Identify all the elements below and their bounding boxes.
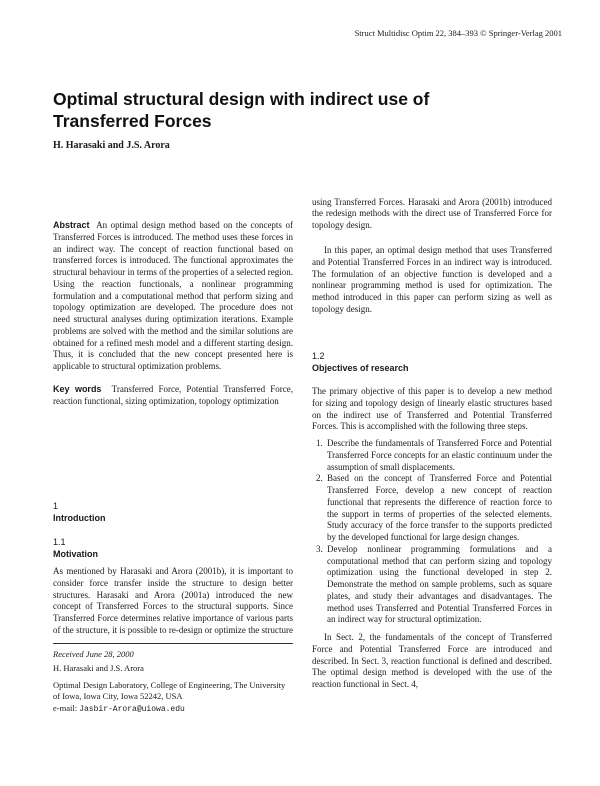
keywords [53,384,293,408]
motivation-paragraph-continued: using Transferred Forces. Harasaki and Arora (2001b) introduced the redesign methods with the direct use of Transferred Force for topology design. [312,197,552,230]
keywords-label: Key words [53,383,102,394]
abstract [53,220,293,373]
subsection-title: Objectives of research [312,363,409,373]
subsection-title: Motivation [53,549,98,559]
title-line-2: Transferred Forces [53,111,212,131]
step-2-text: Based on the concept of Transferred Force and Potential Transferred Force, develop a new concept of reaction functional that represents the difference of reaction force to the support in terms of properties of the selected elements. Study accuracy of the force transfer to the supports predicted by the developed functional for large design changes. [327,473,552,542]
abstract-label: Abstract [53,220,90,230]
list-item [325,438,552,473]
objectives-intro: The primary objective of this paper is to develop a new method for sizing and topology design of linearly elastic structures based on the indirect use of Transferred and Potential Transferred Forces. This is accomplished with the following three steps. [312,386,552,432]
section-number: 1 [53,501,59,511]
keywords-text: Transferred Force, Potential Transferred Force, reaction functional, sizing optimization, topology optimization [53,383,293,406]
motivation-text-part2 [312,197,552,245]
running-head: Struct Multidisc Optim 22, 384–393 © Springer-Verlag 2001 [354,28,562,38]
email-address: Jasbir-Arora@uiowa.edu [79,705,185,714]
paragraph: In this paper, an optimal design method that uses Transferred and Potential Transferred Forces in an indirect way is introduced. The formulation of an objective function is developed and a nonlinear programming method is used for optimization. The method introduced in this paper can perform sizing as well as topology design. [312,245,552,314]
motivation-text-part1 [53,566,293,637]
email-label: e-mail: [53,703,80,713]
subsection-number: 1.1 [53,537,66,547]
objectives-section [312,350,552,691]
footnote-authors: H. Harasaki and J.S. Arora [53,663,144,673]
footnote-affiliation: Optimal Design Laboratory, College of Engineering, The University of Iowa, Iowa City, Iowa 52242, USA [53,680,286,701]
footnote-rule [53,643,293,644]
motivation-paragraph: As mentioned by Harasaki and Arora (2001b), it is important to consider force transfer inside the structure to design better structures. Harasaki and Arora (2001a) introduced the new concept of Transferred Forces to the structural supports. Since Transferred Force determines relative importance of various parts of the structure, it is possible to re-design or optimize the structure [53,566,293,635]
closing-paragraph: In Sect. 2, the fundamentals of the concept of Transferred Force and Potential Transferred Force are introduced and described. In Sect. 3, reaction functional is defined and described. The optimal design method is developed with the use of the reaction functional in Sect. 4, [312,632,552,689]
step-1-text: Describe the fundamentals of Transferred Force and Potential Transferred Force concepts for an elastic continuum under the assumption of small displacements. [327,438,552,472]
motivation-second-paragraph [312,245,552,316]
abstract-text: An optimal design method based on the concepts of Transferred Forces is introduced. The method uses these forces in an indirect way. The concept of reaction functional based on transferred forces is introduced. The functional approximates the structural behaviour in terms of the properties of a selected region. Using the reaction functionals, a nonlinear programming formulation and a computational method that perform sizing and topology optimization are developed. The procedure does not need structural analyses during optimization iterations. Example problems are solved with the method and the similar solutions are obtained for a refined mesh model and a different starting design. Thus, it is concluded that the new concept presented here is applicable to structural optimization problems. [53,220,293,371]
article-title [53,88,553,132]
abstract-block [53,220,293,407]
section-title: Introduction [53,513,106,523]
list-item [325,544,552,626]
list-item [325,473,552,544]
title-line-1: Optimal structural design with indirect use of [53,89,430,109]
step-3-text: Develop nonlinear programming formulations and a computational method that can perform sizing and topology optimization using the functional developed in step 2. Demonstrate the method on sample problems, such as square plates, and study their advantages and disadvantages. The method uses Transferred and Potential Transferred Forces in an indirect way for structural optimization. [327,543,552,625]
introduction-section [53,500,293,560]
received-date: Received June 28, 2000 [53,649,134,659]
objectives-list [312,438,552,626]
author-list: H. Harasaki and J.S. Arora [53,140,170,151]
footnote-email [53,703,293,716]
subsection-number: 1.2 [312,351,325,361]
